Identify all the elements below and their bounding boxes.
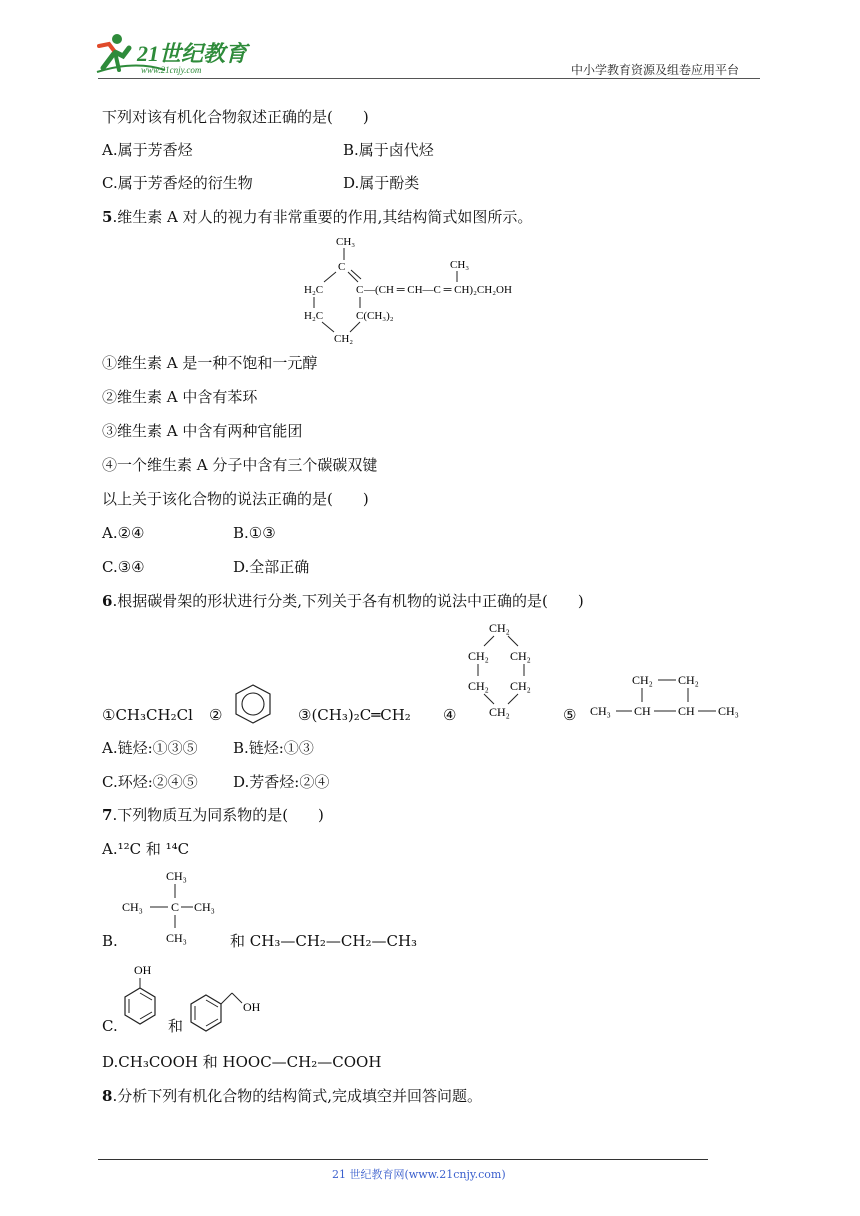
cyclohex-ch2-top: CH₂: [489, 621, 510, 635]
benzyl-oh: OH: [243, 1000, 261, 1014]
cyclobut-ch2-right: CH₂: [678, 673, 699, 687]
q6-item-2-label: ②: [209, 706, 223, 724]
q5-statement-4: ④一个维生素 A 分子中含有三个碳碳双键: [102, 456, 378, 474]
q4-option-b: B.属于卤代烃: [343, 141, 434, 159]
vita-ch2-bot: CH₂: [334, 333, 354, 345]
q6-number: 6: [102, 592, 113, 610]
vita-h2c-2: H₂C: [304, 310, 324, 322]
q7-question: [102, 805, 324, 825]
vita-h2c-1: H₂C: [304, 284, 324, 296]
q4-stem: 下列对该有机化合物叙述正确的是( ): [102, 108, 369, 126]
q5-statement-1: ①维生素 A 是一种不饱和一元醇: [102, 354, 318, 372]
q8-stem: .分析下列有机化合物的结构简式,完成填空并回答问题。: [112, 1087, 482, 1105]
cyclobut-ch-right: CH: [678, 704, 695, 718]
q7-option-c-and: 和: [168, 1017, 184, 1035]
q6-option-d: D.芳香烃:②④: [233, 773, 330, 791]
q6-option-c: C.环烃:②④⑤: [102, 773, 198, 791]
phenol-oh: OH: [134, 963, 152, 977]
q5-ask: 以上关于该化合物的说法正确的是( ): [102, 490, 369, 508]
logo: [95, 30, 265, 76]
q7-option-a: A.¹²C 和 ¹⁴C: [102, 840, 190, 858]
q6-option-a: A.链烃:①③⑤: [102, 739, 198, 757]
q7-option-c-label: C.: [102, 1017, 118, 1035]
q7-benzyl-alcohol-structure: [188, 985, 270, 1033]
cyclohex-ch2-lr: CH₂: [510, 679, 531, 693]
vita-c-mid: C: [356, 284, 364, 296]
q4-option-c: C.属于芳香烃的衍生物: [102, 174, 253, 192]
vita-ch3-chain: CH₃: [450, 259, 470, 271]
vitamin-a-structure: [300, 232, 570, 348]
q5-option-d: D.全部正确: [233, 558, 310, 576]
cyclohex-ch2-ur: CH₂: [510, 649, 531, 663]
q7-option-b-label: B.: [102, 932, 118, 950]
cyclobut-ch3-left: CH₃: [590, 704, 611, 718]
neopentane-ch3-left: CH₃: [122, 900, 143, 914]
q4-option-d: D.属于酚类: [343, 174, 420, 192]
q7-stem: .下列物质互为同系物的是( ): [112, 806, 324, 824]
q4-option-a: A.属于芳香烃: [102, 141, 193, 159]
q6-benzene-icon: [233, 683, 273, 729]
q5-option-a: A.②④: [102, 524, 145, 542]
q6-item-1: ①CH₃CH₂Cl: [102, 706, 193, 724]
neopentane-ch3-bot: CH₃: [166, 931, 187, 945]
q6-question: [102, 591, 584, 611]
q5-number: 5: [102, 208, 113, 226]
q6-cyclobutane-structure: [588, 670, 753, 722]
header-divider: [98, 78, 760, 79]
q6-item-3: ③(CH₃)₂C═CH₂: [298, 706, 411, 724]
q7-neopentane-structure: [118, 866, 228, 950]
q5-statement-2: ②维生素 A 中含有苯环: [102, 388, 258, 406]
q8-number: 8: [102, 1087, 113, 1105]
cyclohex-ch2-ul: CH₂: [468, 649, 489, 663]
logo-text: 21世纪教育: [137, 41, 248, 66]
header-right-text: 中小学教育资源及组卷应用平台: [571, 63, 740, 77]
q6-cyclohexane-structure: [460, 618, 550, 722]
q7-phenol-structure: [112, 960, 162, 1032]
q5-statement-3: ③维生素 A 中含有两种官能团: [102, 422, 303, 440]
cyclobut-ch3-right: CH₃: [718, 704, 739, 718]
cyclobut-ch-left: CH: [634, 704, 651, 718]
cyclohex-ch2-ll: CH₂: [468, 679, 489, 693]
cyclohex-ch2-bot: CH₂: [489, 705, 510, 719]
vita-cch3: C(CH₃)₂: [356, 310, 394, 322]
q5-stem: .维生素 A 对人的视力有非常重要的作用,其结构简式如图所示。: [112, 208, 533, 226]
vita-ch3-top: CH₃: [336, 236, 356, 248]
vita-chain: —(CH ═ CH—C ═ CH)₂CH₂OH: [364, 284, 512, 296]
q7-option-d: D.CH₃COOH 和 HOOC—CH₂—COOH: [102, 1053, 382, 1071]
neopentane-ch3-right: CH₃: [194, 900, 215, 914]
cyclobut-ch2-left: CH₂: [632, 673, 653, 687]
neopentane-c: C: [171, 900, 180, 914]
logo-url: www.21cnjy.com: [141, 65, 202, 75]
q5-question: [102, 207, 532, 227]
footer-text[interactable]: 21 世纪教育网(www.21cnjy.com): [332, 1168, 506, 1181]
q5-option-c: C.③④: [102, 558, 145, 576]
q7-number: 7: [102, 806, 113, 824]
q6-stem: .根据碳骨架的形状进行分类,下列关于各有机物的说法中正确的是( ): [112, 592, 584, 610]
q6-option-b: B.链烃:①③: [233, 739, 314, 757]
q7-option-b-text: 和 CH₃—CH₂—CH₂—CH₃: [230, 932, 418, 950]
q8-question: [102, 1086, 482, 1106]
logo-runner-icon: [95, 30, 265, 76]
q6-item-4-label: ④: [443, 706, 457, 724]
footer-divider: [98, 1159, 708, 1160]
neopentane-ch3-top: CH₃: [166, 869, 187, 883]
q6-item-5-label: ⑤: [563, 706, 577, 724]
vita-c-top: C: [338, 261, 346, 273]
q5-option-b: B.①③: [233, 524, 276, 542]
